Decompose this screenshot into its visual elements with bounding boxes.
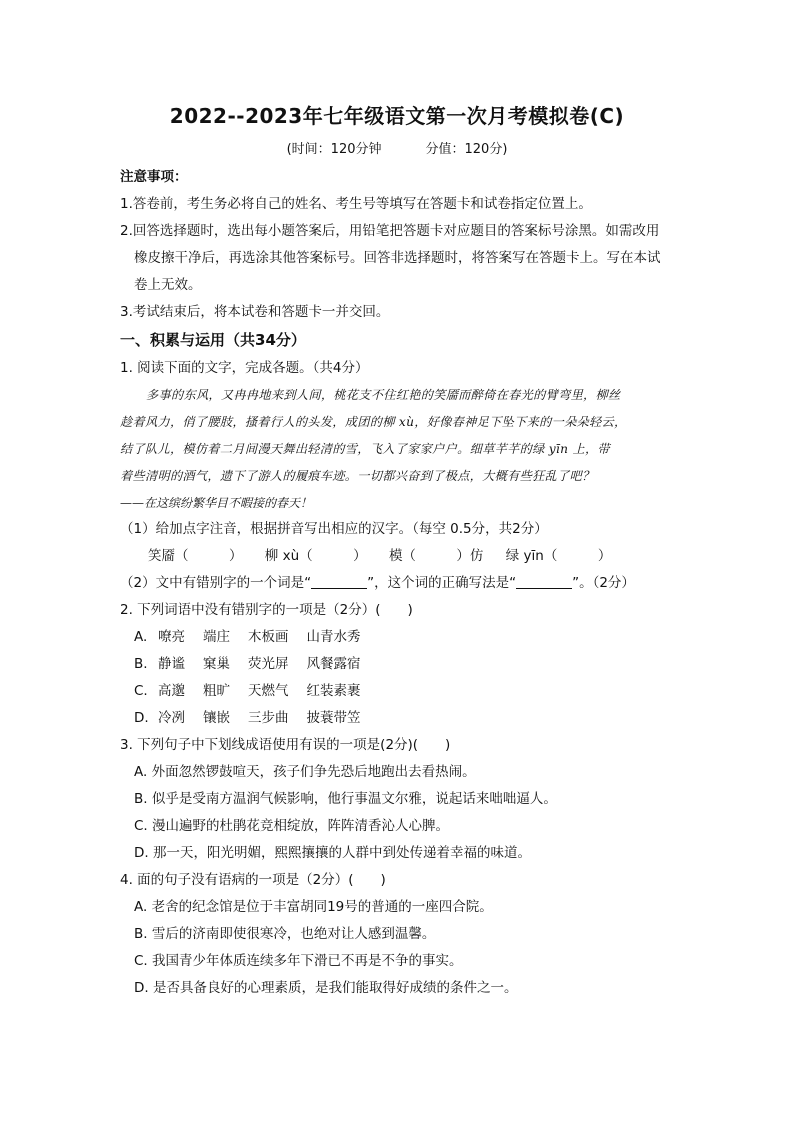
notice-line: 卷上无效。 (134, 277, 202, 293)
answer-blank[interactable] (311, 574, 367, 589)
question-3-stem: 3. 下列句子中下划线成语使用有误的一项是(2分)( ) (120, 737, 451, 753)
notice-line: 2.回答选择题时，选出每小题答案后，用铅笔把答题卡对应题目的答案标号涂黑。如需改用 (120, 223, 660, 239)
notice-heading: 注意事项： (120, 169, 188, 185)
option-word: 红装素裹 (306, 683, 361, 699)
question-4-stem: 4. 面的句子没有语病的一项是（2分）( ) (120, 872, 386, 888)
option-word: 风餐露宿 (306, 656, 361, 672)
option-b: B. 似乎是受南方温润气候影响，他行事温文尔雅，说起话来咄咄逼人。 (134, 791, 557, 807)
section-heading: 一、积累与运用（共34分） (120, 331, 306, 349)
question-1-stem: 1. 阅读下面的文字，完成各题。（共4分） (120, 360, 369, 376)
notice-line: 橡皮擦干净后，再选涂其他答案标号。回答非选择题时，将答案写在答题卡上。写在本试 (134, 250, 661, 266)
option-word: 粗旷 (203, 683, 230, 699)
passage-line: 结了队儿，模仿着二月间漫天舞出轻清的雪，飞入了家家户户。细草芊芊的绿 yīn 上，带 (120, 442, 610, 456)
option-word: 镶嵌 (203, 710, 230, 726)
option-key: C. (134, 683, 148, 699)
option-word: 木板画 (248, 629, 289, 645)
pinyin-item: 笑靥（ ） (148, 548, 243, 564)
option-word: 天燃气 (248, 683, 289, 699)
option-word: 静谧 (158, 656, 185, 672)
option-c: C. 漫山遍野的杜鹃花竞相绽放，阵阵清香沁人心脾。 (134, 818, 450, 834)
option-word: 披蓑带笠 (306, 710, 361, 726)
option-d: D. 那一天，阳光明媚，熙熙攘攘的人群中到处传递着幸福的味道。 (134, 845, 531, 861)
passage-line: 着些清明的酒气，遗下了游人的履痕车迹。一切都兴奋到了极点，大概有些狂乱了吧？ (120, 469, 595, 483)
exam-subtitle (0, 138, 794, 157)
option-word: 三步曲 (248, 710, 289, 726)
option-word: 嘹亮 (158, 629, 185, 645)
pinyin-item: 模（ ）仿 (388, 548, 484, 564)
pinyin-item: 柳 xù（ ） (264, 548, 367, 564)
option-d: D. 是否具备良好的心理素质，是我们能取得好成绩的条件之一。 (134, 980, 518, 996)
option-a: A. 外面忽然锣鼓喧天，孩子们争先恐后地跑出去看热闹。 (134, 764, 476, 780)
time-info: (时间：120分钟 (286, 142, 382, 157)
question-2-stem: 2. 下列词语中没有错别字的一项是（2分）( ) (120, 602, 413, 618)
option-word: 荧光屏 (248, 656, 289, 672)
option-c (120, 678, 690, 705)
passage-line: 多事的东风，又冉冉地来到人间，桃花支不住红艳的笑靥而醉倚在春光的臂弯里，柳丝 (146, 388, 621, 402)
option-word: 窠巢 (203, 656, 230, 672)
question-1-sub2 (120, 570, 690, 597)
passage-line: 趁着风力，俏了腰肢，搔着行人的头发，成团的柳 xù，好像春神足下坠下来的一朵朵轻云， (120, 415, 627, 429)
score-info: 分值：120分) (425, 142, 508, 157)
sub2-text: （2）文中有错别字的一个词是“ (120, 575, 312, 591)
exam-title: 2022--2023年七年级语文第一次月考模拟卷(C) (169, 104, 625, 128)
sub2-text: ”，这个词的正确写法是“ (367, 575, 517, 591)
option-key: B. (134, 656, 148, 672)
option-word: 山青水秀 (306, 629, 361, 645)
option-a (120, 624, 690, 651)
option-d (120, 705, 690, 732)
exam-content (120, 164, 690, 1002)
option-word: 端庄 (203, 629, 230, 645)
option-c: C. 我国青少年体质连续多年下滑已不再是不争的事实。 (134, 953, 463, 969)
sub2-text: ”。（2分） (572, 575, 635, 591)
pinyin-items (120, 543, 690, 570)
option-word: 冷冽 (158, 710, 185, 726)
option-b: B. 雪后的济南即使很寒冷，也绝对让人感到温馨。 (134, 926, 436, 942)
answer-blank[interactable] (516, 574, 572, 589)
option-word: 高邈 (158, 683, 185, 699)
option-a: A. 老舍的纪念馆是位于丰富胡同19号的普通的一座四合院。 (134, 899, 493, 915)
question-1-sub1: （1）给加点字注音，根据拼音写出相应的汉字。（每空 0.5分，共2分） (120, 521, 548, 537)
option-key: A. (134, 629, 148, 645)
passage-source: ——在这缤纷繁华目不暇接的春天！ (120, 496, 313, 510)
option-key: D. (134, 710, 149, 726)
notice-line: 3.考试结束后，将本试卷和答题卡一并交回。 (120, 304, 390, 320)
pinyin-item: 绿 yīn（ ） (505, 548, 612, 564)
option-b (120, 651, 690, 678)
notice-line: 1.答卷前，考生务必将自己的姓名、考生号等填写在答题卡和试卷指定位置上。 (120, 196, 592, 212)
